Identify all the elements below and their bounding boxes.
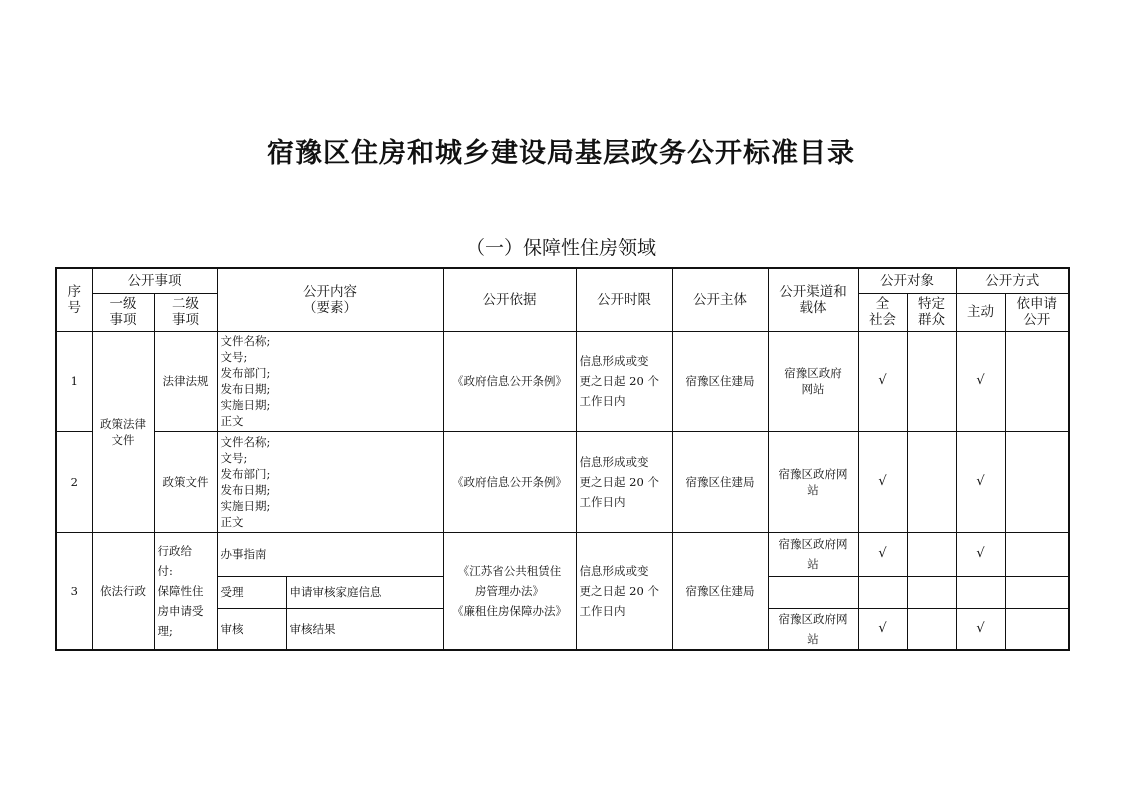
header-matter-group: 公开事项 [92, 268, 217, 293]
row-time-limit: 信息形成或变 更之日起 20 个 工作日内 [576, 431, 672, 532]
row-subject: 宿豫区住建局 [672, 431, 768, 532]
row-active-check: √ [956, 431, 1005, 532]
table-row [56, 431, 1069, 532]
row-on-request-check [1005, 331, 1069, 431]
row-level2: 政策文件 [154, 431, 217, 532]
header-content: 公开内容 （要素） [217, 268, 443, 331]
row-specific-group-check [907, 532, 956, 576]
row-content: 文件名称; 文号; 发布部门; 发布日期; 实施日期; 正文 [217, 331, 443, 431]
row-content-detail: 审核结果 [286, 608, 443, 650]
row-channel [768, 576, 858, 608]
row-all-society-check: √ [858, 608, 907, 650]
row-content-detail: 申请审核家庭信息 [286, 576, 443, 608]
row-specific-group-check [907, 608, 956, 650]
row-time-limit: 信息形成或变 更之日起 20 个 工作日内 [576, 331, 672, 431]
row-active-check [956, 576, 1005, 608]
header-row-1 [56, 268, 1069, 293]
row-basis: 《政府信息公开条例》 [443, 331, 576, 431]
header-object-group: 公开对象 [858, 268, 956, 293]
disclosure-catalog-table [55, 267, 1070, 651]
row-basis: 《政府信息公开条例》 [443, 431, 576, 532]
table-row [56, 532, 1069, 576]
row-subject: 宿豫区住建局 [672, 532, 768, 650]
row-on-request-check [1005, 532, 1069, 576]
header-basis: 公开依据 [443, 268, 576, 331]
row-content: 文件名称; 文号; 发布部门; 发布日期; 实施日期; 正文 [217, 431, 443, 532]
row-level2: 行政给 付: 保障性住 房申请受 理; [154, 532, 217, 650]
row-specific-group-check [907, 576, 956, 608]
row-active-check: √ [956, 532, 1005, 576]
header-method-group: 公开方式 [956, 268, 1069, 293]
row-on-request-check [1005, 431, 1069, 532]
header-on-request: 依申请 公开 [1005, 293, 1069, 331]
row-seq: 1 [56, 331, 92, 431]
row-all-society-check: √ [858, 532, 907, 576]
row-channel: 宿豫区政府网 站 [768, 431, 858, 532]
row-level2: 法律法规 [154, 331, 217, 431]
header-time-limit: 公开时限 [576, 268, 672, 331]
row-on-request-check [1005, 576, 1069, 608]
document-title: 宿豫区住房和城乡建设局基层政务公开标准目录 [267, 138, 855, 169]
table-row [56, 331, 1069, 431]
header-all-society: 全 社会 [858, 293, 907, 331]
row-content-item: 审核 [217, 608, 286, 650]
row-all-society-check: √ [858, 431, 907, 532]
row-time-limit: 信息形成或变 更之日起 20 个 工作日内 [576, 532, 672, 650]
row-specific-group-check [907, 331, 956, 431]
row-seq: 2 [56, 431, 92, 532]
row-all-society-check: √ [858, 331, 907, 431]
row-all-society-check [858, 576, 907, 608]
row-seq: 3 [56, 532, 92, 650]
header-subject: 公开主体 [672, 268, 768, 331]
row-channel: 宿豫区政府 网站 [768, 331, 858, 431]
row-basis: 《江苏省公共租赁住 房管理办法》 《廉租住房保障办法》 [443, 532, 576, 650]
header-specific-group: 特定 群众 [907, 293, 956, 331]
row-level1: 政策法律 文件 [92, 331, 154, 532]
header-active: 主动 [956, 293, 1005, 331]
header-level2: 二级 事项 [154, 293, 217, 331]
section-title: （一）保障性住房领域 [465, 237, 656, 259]
row-subject: 宿豫区住建局 [672, 331, 768, 431]
row-active-check: √ [956, 608, 1005, 650]
row-content-item: 受理 [217, 576, 286, 608]
header-level1: 一级 事项 [92, 293, 154, 331]
row-specific-group-check [907, 431, 956, 532]
row-content-item: 办事指南 [217, 532, 443, 576]
row-on-request-check [1005, 608, 1069, 650]
row-channel: 宿豫区政府网 站 [768, 532, 858, 576]
header-seq: 序 号 [56, 268, 92, 331]
row-channel: 宿豫区政府网 站 [768, 608, 858, 650]
row-active-check: √ [956, 331, 1005, 431]
header-channel: 公开渠道和 载体 [768, 268, 858, 331]
row-level1: 依法行政 [92, 532, 154, 650]
